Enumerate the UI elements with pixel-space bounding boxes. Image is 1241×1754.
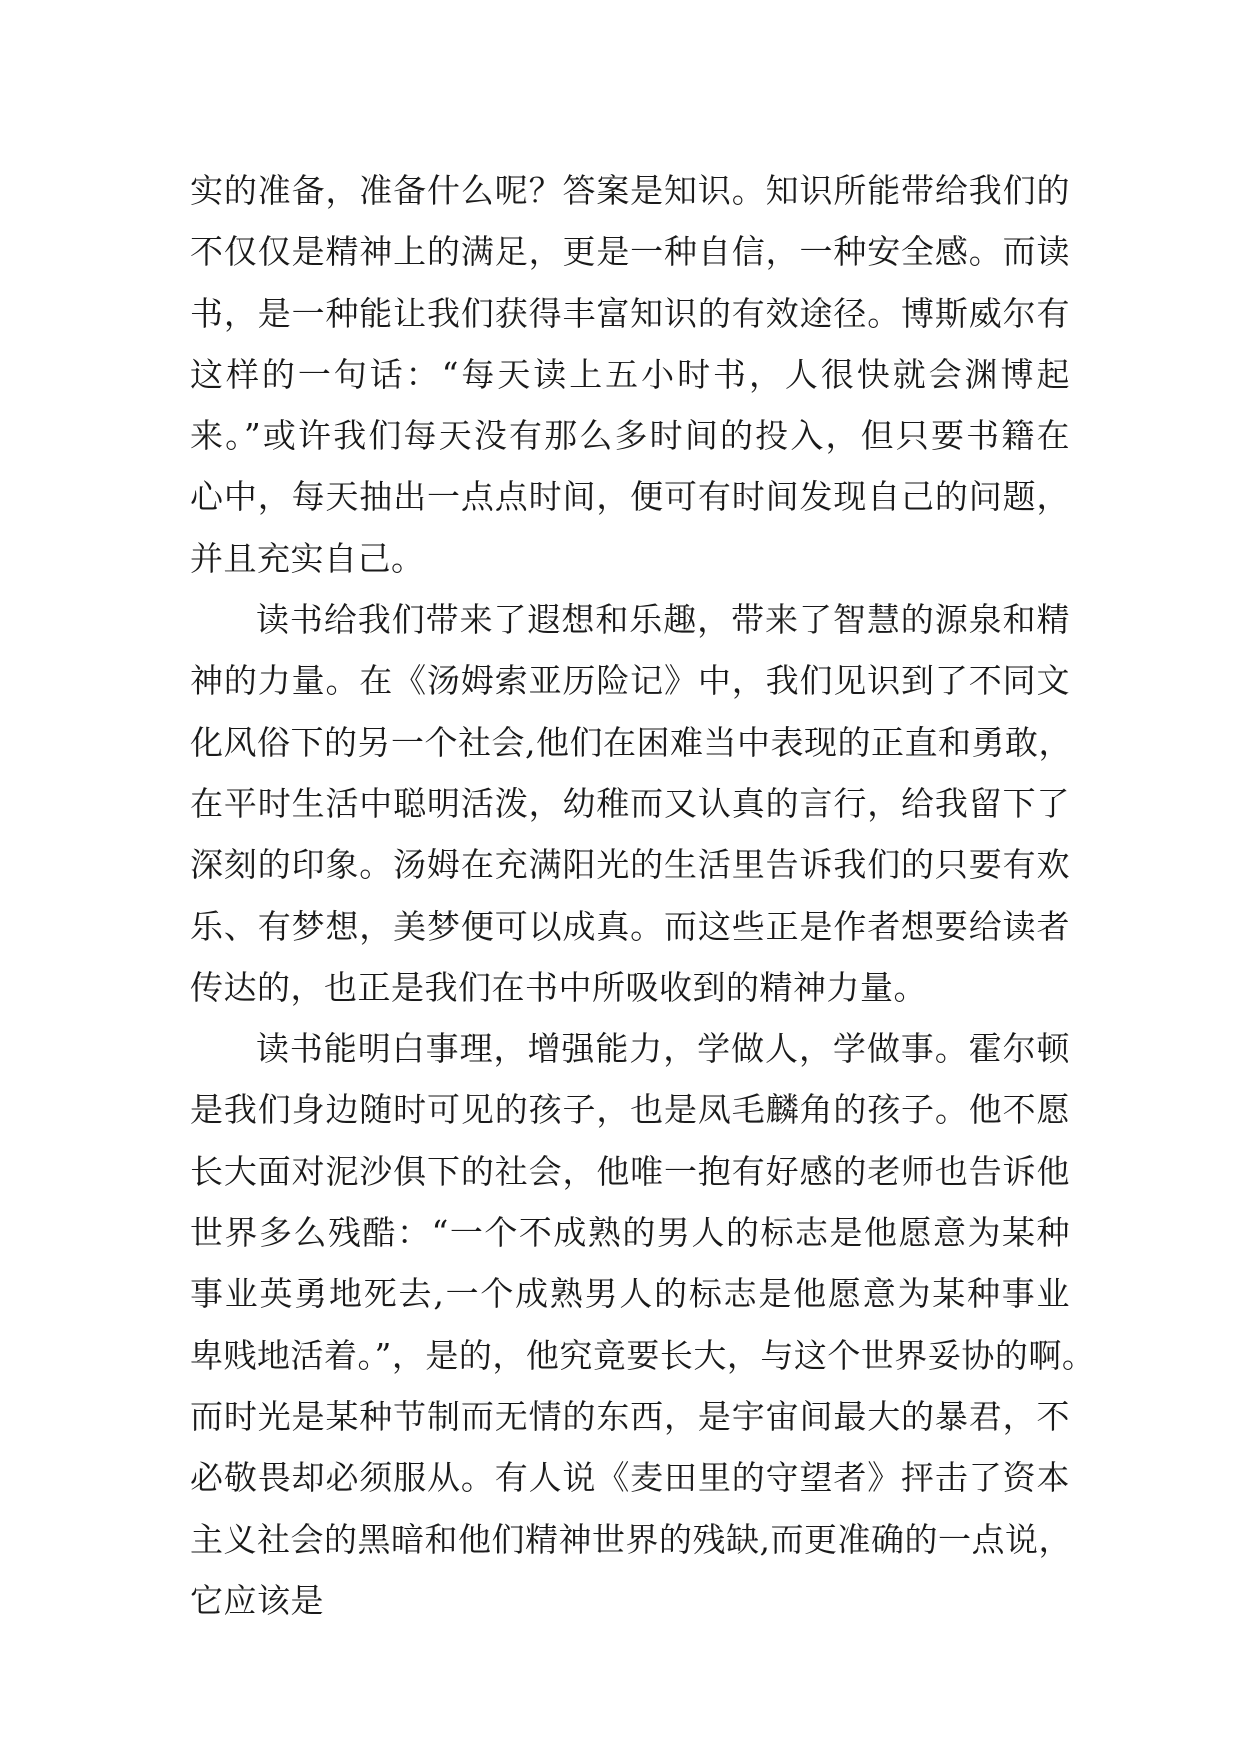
text-line: 传达的，也正是我们在书中所吸收到的精神力量。 bbox=[190, 967, 927, 1007]
text-line: 它应该是 bbox=[190, 1580, 324, 1620]
text-line: 而时光是某种节制而无情的东西，是宇宙间最大的暴君，不 bbox=[190, 1396, 1070, 1436]
text-line: 是我们身边随时可见的孩子，也是凤毛麟角的孩子。他不愿 bbox=[190, 1090, 1070, 1130]
paragraph bbox=[190, 160, 1070, 589]
body-text bbox=[190, 160, 1096, 1631]
text-line: 事业英勇地死去,一个成熟男人的标志是他愿意为某种事业 bbox=[190, 1274, 1070, 1314]
text-line: 卑贱地活着。”，是的，他究竟要长大，与这个世界妥协的啊。 bbox=[190, 1335, 1096, 1375]
text-line: 并且充实自己。 bbox=[190, 538, 425, 578]
text-line: 乐、有梦想，美梦便可以成真。而这些正是作者想要给读者 bbox=[190, 906, 1070, 946]
text-line: 神的力量。在《汤姆索亚历险记》中，我们见识到了不同文 bbox=[190, 661, 1070, 701]
text-line: 深刻的印象。汤姆在充满阳光的生活里告诉我们的只要有欢 bbox=[190, 845, 1070, 885]
text-line: 不仅仅是精神上的满足，更是一种自信，一种安全感。而读 bbox=[190, 232, 1070, 272]
text-line: 读书给我们带来了遐想和乐趣，带来了智慧的源泉和精 bbox=[256, 600, 1070, 640]
text-line: 书，是一种能让我们获得丰富知识的有效途径。博斯威尔有 bbox=[190, 293, 1070, 333]
text-line: 化风俗下的另一个社会,他们在困难当中表现的正直和勇敢， bbox=[190, 722, 1072, 762]
text-line: 长大面对泥沙俱下的社会，他唯一抱有好感的老师也告诉他 bbox=[190, 1151, 1070, 1191]
text-line: 主义社会的黑暗和他们精神世界的残缺,而更准确的一点说， bbox=[190, 1519, 1072, 1559]
text-line: 这样的一句话：“每天读上五小时书，人很快就会渊博起 bbox=[190, 354, 1070, 394]
text-line: 读书能明白事理，增强能力，学做人，学做事。霍尔顿 bbox=[256, 1029, 1070, 1069]
text-line: 实的准备，准备什么呢？答案是知识。知识所能带给我们的 bbox=[190, 171, 1070, 210]
text-line: 必敬畏却必须服从。有人说《麦田里的守望者》抨击了资本 bbox=[190, 1458, 1070, 1498]
text-line: 心中，每天抽出一点点时间，便可有时间发现自己的问题， bbox=[190, 477, 1070, 517]
paragraph bbox=[190, 589, 1070, 1018]
text-line: 来。”或许我们每天没有那么多时间的投入，但只要书籍在 bbox=[190, 416, 1070, 456]
text-line: 世界多么残酷：“一个不成熟的男人的标志是他愿意为某种 bbox=[190, 1213, 1070, 1253]
text-line: 在平时生活中聪明活泼，幼稚而又认真的言行，给我留下了 bbox=[190, 783, 1070, 823]
paragraph bbox=[190, 1018, 1096, 1631]
